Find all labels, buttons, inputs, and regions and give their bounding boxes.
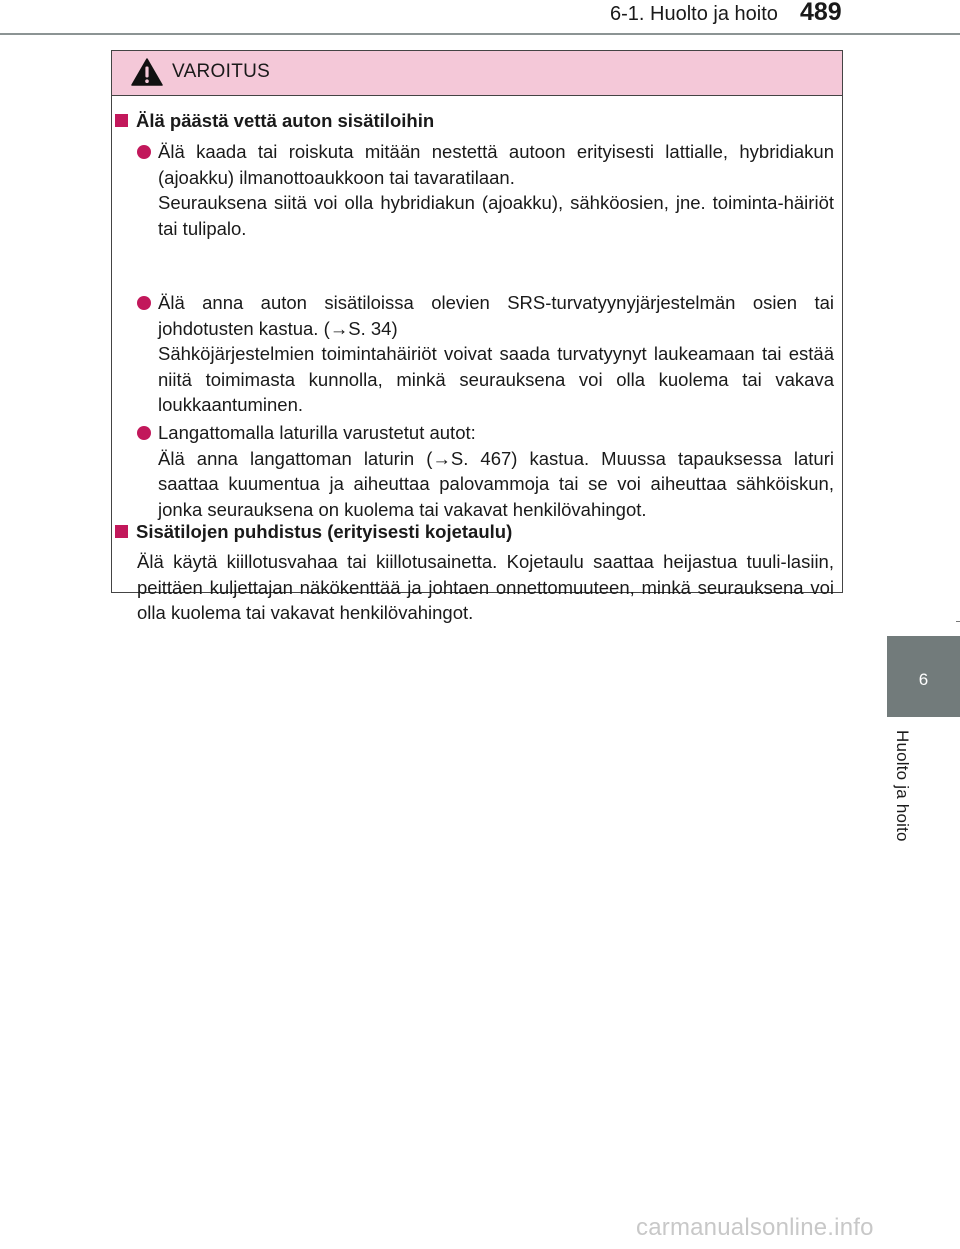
chapter-number: 6 xyxy=(918,669,929,689)
warning-triangle-icon xyxy=(131,58,163,86)
header-rule xyxy=(0,33,960,35)
watermark: carmanualsonline.info xyxy=(636,1214,874,1241)
section-text xyxy=(137,549,834,626)
chapter-title: Huolto ja hoito xyxy=(893,730,912,842)
list-item xyxy=(137,290,834,418)
page-number: 489 xyxy=(800,0,842,26)
section-reference: 6-1. Huolto ja hoito xyxy=(610,3,778,25)
paragraph: Älä anna auton sisätiloissa olevien SRS-turvatyynyjärjestelmän osien tai johdotusten kastua. (→S. 34) xyxy=(158,292,834,339)
paragraph: Seurauksena siitä voi olla hybridiakun (ajoakku), sähköosien, jne. toiminta-häiriöt tai tulipalo. xyxy=(158,192,834,239)
section-heading xyxy=(115,110,434,132)
paragraph: Älä kaada tai roiskuta mitään nestettä autoon erityisesti lattialle, hybridiakun (ajoakku) ilmanottoaukkoon tai tavaratilaan. xyxy=(158,141,834,188)
round-bullet-icon xyxy=(137,145,151,159)
tab-mark xyxy=(956,621,960,622)
paragraph: Langattomalla laturilla varustetut autot: xyxy=(158,422,476,443)
square-bullet-icon xyxy=(115,525,128,538)
square-bullet-icon xyxy=(115,114,128,127)
list-item xyxy=(137,139,834,241)
warning-box xyxy=(111,50,843,624)
list-item xyxy=(137,420,834,522)
section-heading xyxy=(115,521,512,543)
warning-header xyxy=(112,51,842,96)
paragraph: Sähköjärjestelmien toimintahäiriöt voivat saada turvatyynyt laukeamaan tai estää niitä toimimasta kunnolla, minkä seurauksena voi olla kuolema tai vakava loukkaantuminen. xyxy=(158,343,834,416)
warning-label: VAROITUS xyxy=(172,61,271,82)
section-heading-text: Älä päästä vettä auton sisätiloihin xyxy=(136,110,435,131)
chapter-tab xyxy=(887,636,960,717)
paragraph: Älä anna langattoman laturin (→S. 467) kastua. Muussa tapauksessa laturi saattaa kuumentua ja aiheuttaa palovammoja tai se voi aiheuttaa sähköiskun, jonka seurauksena on kuolema tai vakavat henkilövahingot. xyxy=(158,447,834,520)
round-bullet-icon xyxy=(137,296,151,310)
paragraph: Älä käytä kiillotusvahaa tai kiillotusainetta. Kojetaulu saattaa heijastua tuuli-lasiin, peittäen kuljettajan näkökenttää ja johtaen onnettomuuteen, minkä seurauksena voi olla kuolema tai vakavat henkilövahingot. xyxy=(137,551,834,624)
round-bullet-icon xyxy=(137,426,151,440)
section-heading-text: Sisätilojen puhdistus (erityisesti kojetaulu) xyxy=(136,521,513,542)
